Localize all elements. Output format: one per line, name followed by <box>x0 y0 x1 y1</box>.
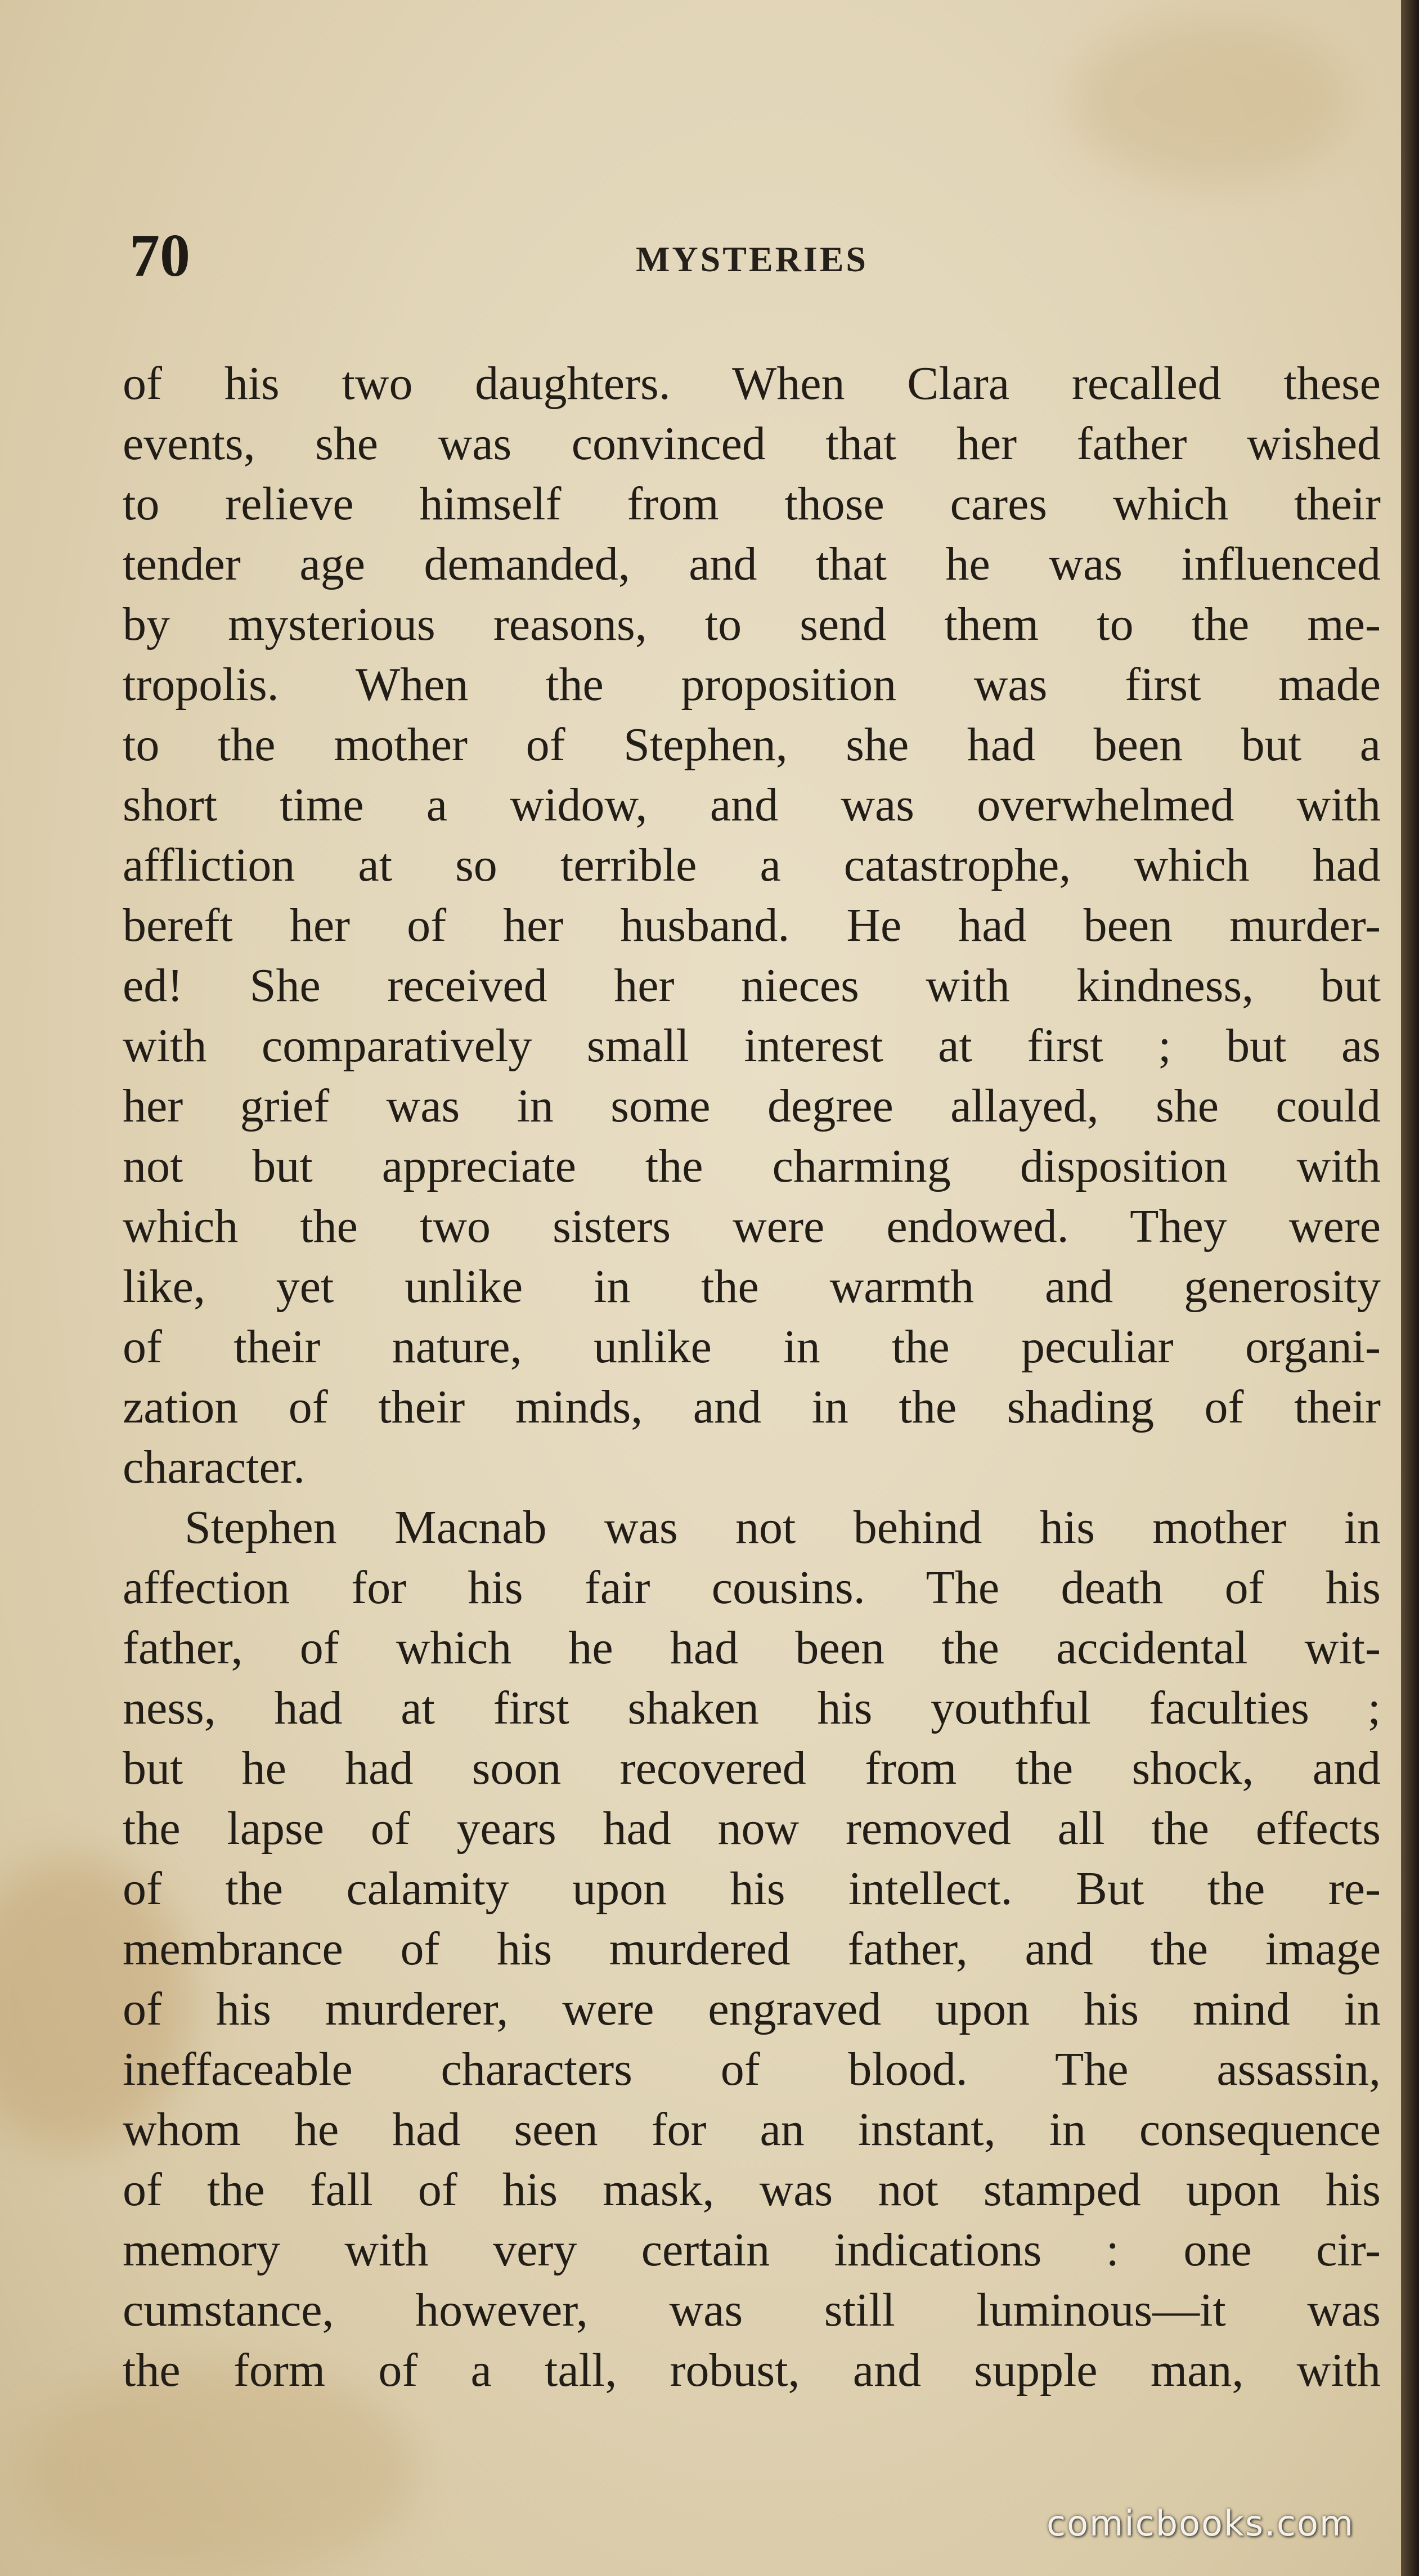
text-line: of the calamity upon his intellect. But the re- <box>123 1863 1381 1915</box>
text-line: of his two daughters. When Clara recalled these <box>123 357 1381 410</box>
text-line: membrance of his murdered father, and the image <box>123 1923 1381 1975</box>
text-line: ed! She received her nieces with kindness, but <box>123 959 1381 1012</box>
text-line: affliction at so terrible a catastrophe, which had <box>123 839 1381 891</box>
text-line: but he had soon recovered from the shock, and <box>123 1742 1381 1794</box>
text-line: cumstance, however, was still luminous—it was <box>123 2284 1381 2336</box>
text-line: character. <box>123 1441 306 1493</box>
paper-stain <box>1069 17 1350 186</box>
text-line: not but appreciate the charming disposition with <box>123 1140 1381 1192</box>
text-line: the form of a tall, robust, and supple man, with <box>123 2344 1381 2397</box>
text-line: of his murderer, were engraved upon his mind in <box>123 1983 1381 2035</box>
text-line: bereft her of her husband. He had been murder- <box>123 899 1381 952</box>
paragraph-1 <box>123 353 1381 1497</box>
running-title: MYSTERIES <box>636 239 868 279</box>
body-text <box>123 353 1381 2400</box>
text-line: of the fall of his mask, was not stamped upon his <box>123 2164 1381 2216</box>
page-number: 70 <box>129 222 190 289</box>
text-line: zation of their minds, and in the shading of their <box>123 1381 1381 1433</box>
paragraph-2 <box>123 1497 1381 2400</box>
running-head <box>129 222 1367 289</box>
text-line: whom he had seen for an instant, in consequence <box>123 2103 1381 2156</box>
text-line: tropolis. When the proposition was first made <box>123 658 1381 711</box>
text-line: to relieve himself from those cares which their <box>123 478 1381 530</box>
text-line: tender age demanded, and that he was influenced <box>123 538 1381 590</box>
text-line: events, she was convinced that her father wished <box>123 418 1381 470</box>
text-line: her grief was in some degree allayed, she could <box>123 1080 1381 1132</box>
watermark: comicbooks.com <box>1047 2503 1355 2544</box>
text-line: of their nature, unlike in the peculiar organi- <box>123 1321 1381 1373</box>
text-line: with comparatively small interest at first ; but as <box>123 1020 1381 1072</box>
text-line: father, of which he had been the accidental wit- <box>123 1622 1381 1674</box>
text-line: the lapse of years had now removed all the effects <box>123 1802 1381 1855</box>
text-line: ness, had at first shaken his youthful faculties ; <box>123 1682 1381 1734</box>
text-line: by mysterious reasons, to send them to the me- <box>123 598 1381 650</box>
text-line: which the two sisters were endowed. They were <box>123 1200 1381 1253</box>
text-line: short time a widow, and was overwhelmed with <box>123 779 1381 831</box>
text-line: like, yet unlike in the warmth and generosity <box>123 1260 1381 1313</box>
book-spine-edge <box>1401 0 1419 2576</box>
text-line: affection for his fair cousins. The death of his <box>123 1561 1381 1614</box>
text-line: memory with very certain indications : one cir- <box>123 2224 1381 2276</box>
text-line: Stephen Macnab was not behind his mother in <box>185 1501 1381 1554</box>
text-line: ineffaceable characters of blood. The assassin, <box>123 2043 1381 2095</box>
text-line: to the mother of Stephen, she had been but a <box>123 719 1381 771</box>
